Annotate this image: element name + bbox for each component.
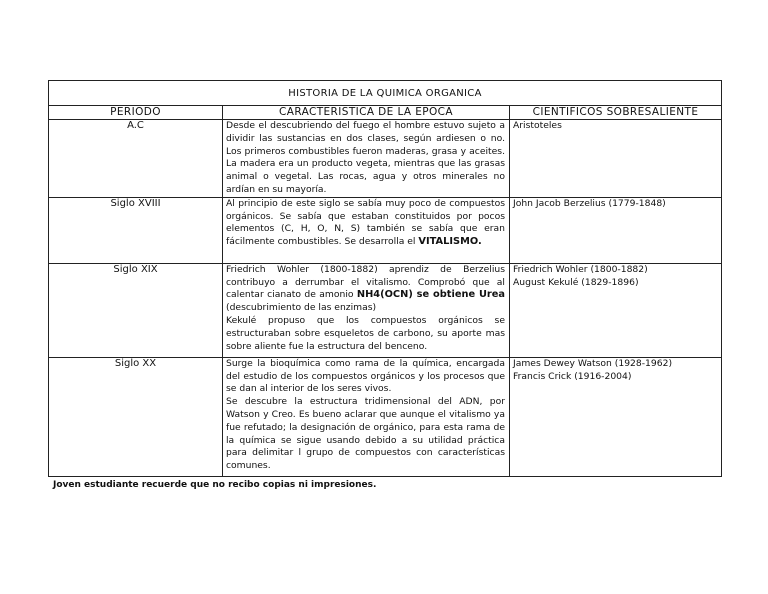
periodo-cell: A.C — [49, 120, 223, 198]
scientist-name: James Dewey Watson (1928-1962) — [513, 357, 673, 369]
caracteristica-text: Surge la bioquímica como rama de la química, encargada del estudio de los compuestos orgánicos y los procesos que se dan al interior de los seres vivos. — [226, 357, 505, 395]
caracteristica-text: Desde el descubriendo del fuego el hombre estuvo sujeto a dividir las sustancias en dos clases, según ardiesen o no. Los primeros combustibles fueron maderas, grasa y aceites. La madera era un producto vegeta, mientras que las grasas animal o vegetal. Las rocas, agua y otros minerales no ardían en su mayoría. — [226, 120, 505, 195]
periodo-cell: Siglo XX — [49, 357, 223, 476]
periodo-cell: Siglo XVIII — [49, 197, 223, 263]
vitalismo-label: VITALISMO. — [418, 236, 482, 248]
scientist-name: Aristoteles — [513, 120, 562, 131]
caracteristica-cell — [223, 197, 510, 263]
caracteristica-note: (descubrimiento de las enzimas) — [226, 302, 377, 314]
table-row — [49, 263, 722, 357]
caracteristica-cell — [223, 357, 510, 476]
header-cientificos: CIENTIFICOS SOBRESALIENTE — [510, 106, 722, 120]
caracteristica-text: Al principio de este siglo se sabía muy poco de compuestos orgánicos. Se sabía que estaban constituidos por pocos elementos (C, H, O, N, S) también se sabía que eran fácilmente combustibles. Se desarrolla el — [226, 197, 505, 248]
cientificos-cell — [510, 120, 722, 198]
periodo-cell: Siglo XIX — [49, 263, 223, 357]
cientificos-cell — [510, 197, 722, 263]
caracteristica-text: Kekulé propuso que los compuestos orgánicos se estructuraban sobre esqueletos de carbono, su aporte mas sobre aliente fue la estructura del benceno. — [226, 314, 505, 352]
scientist-name: Francis Crick (1916-2004) — [513, 370, 632, 382]
caracteristica-cell — [223, 263, 510, 357]
cientificos-cell — [510, 357, 722, 476]
cientificos-cell — [510, 263, 722, 357]
caracteristica-cell — [223, 120, 510, 198]
table-title: HISTORIA DE LA QUIMICA ORGANICA — [49, 81, 722, 106]
header-periodo: PERIODO — [49, 106, 223, 120]
table-row — [49, 357, 722, 476]
scientist-name: Friedrich Wohler (1800-1882) — [513, 263, 648, 275]
caracteristica-text: Se descubre la estructura tridimensional del ADN, por Watson y Creo. Es bueno aclarar que aunque el vitalismo ya fue refutado; la designación de orgánico, para esta rama de la química se sigue usando debido a su utilidad práctica para delimitar l grupo de compuestos con características comunes. — [226, 396, 505, 472]
history-table — [48, 80, 722, 477]
footer-note: Joven estudiante recuerde que no recibo copias ni impresiones. — [53, 480, 377, 490]
scientist-name: August Kekulé (1829-1896) — [513, 276, 639, 288]
caracteristica-text: Friedrich Wohler (1800-1882) aprendiz de Berzelius contribuyo a derrumbar el vitalismo. Comprobó que al calentar cianato de amonio — [226, 263, 505, 301]
urea-formula: NH4(OCN) se obtiene Urea — [356, 289, 506, 301]
table-row — [49, 197, 722, 263]
header-caracteristica: CARACTERISTICA DE LA EPOCA — [223, 106, 510, 120]
table-row — [49, 120, 722, 198]
scientist-name: John Jacob Berzelius (1779-1848) — [513, 197, 666, 209]
